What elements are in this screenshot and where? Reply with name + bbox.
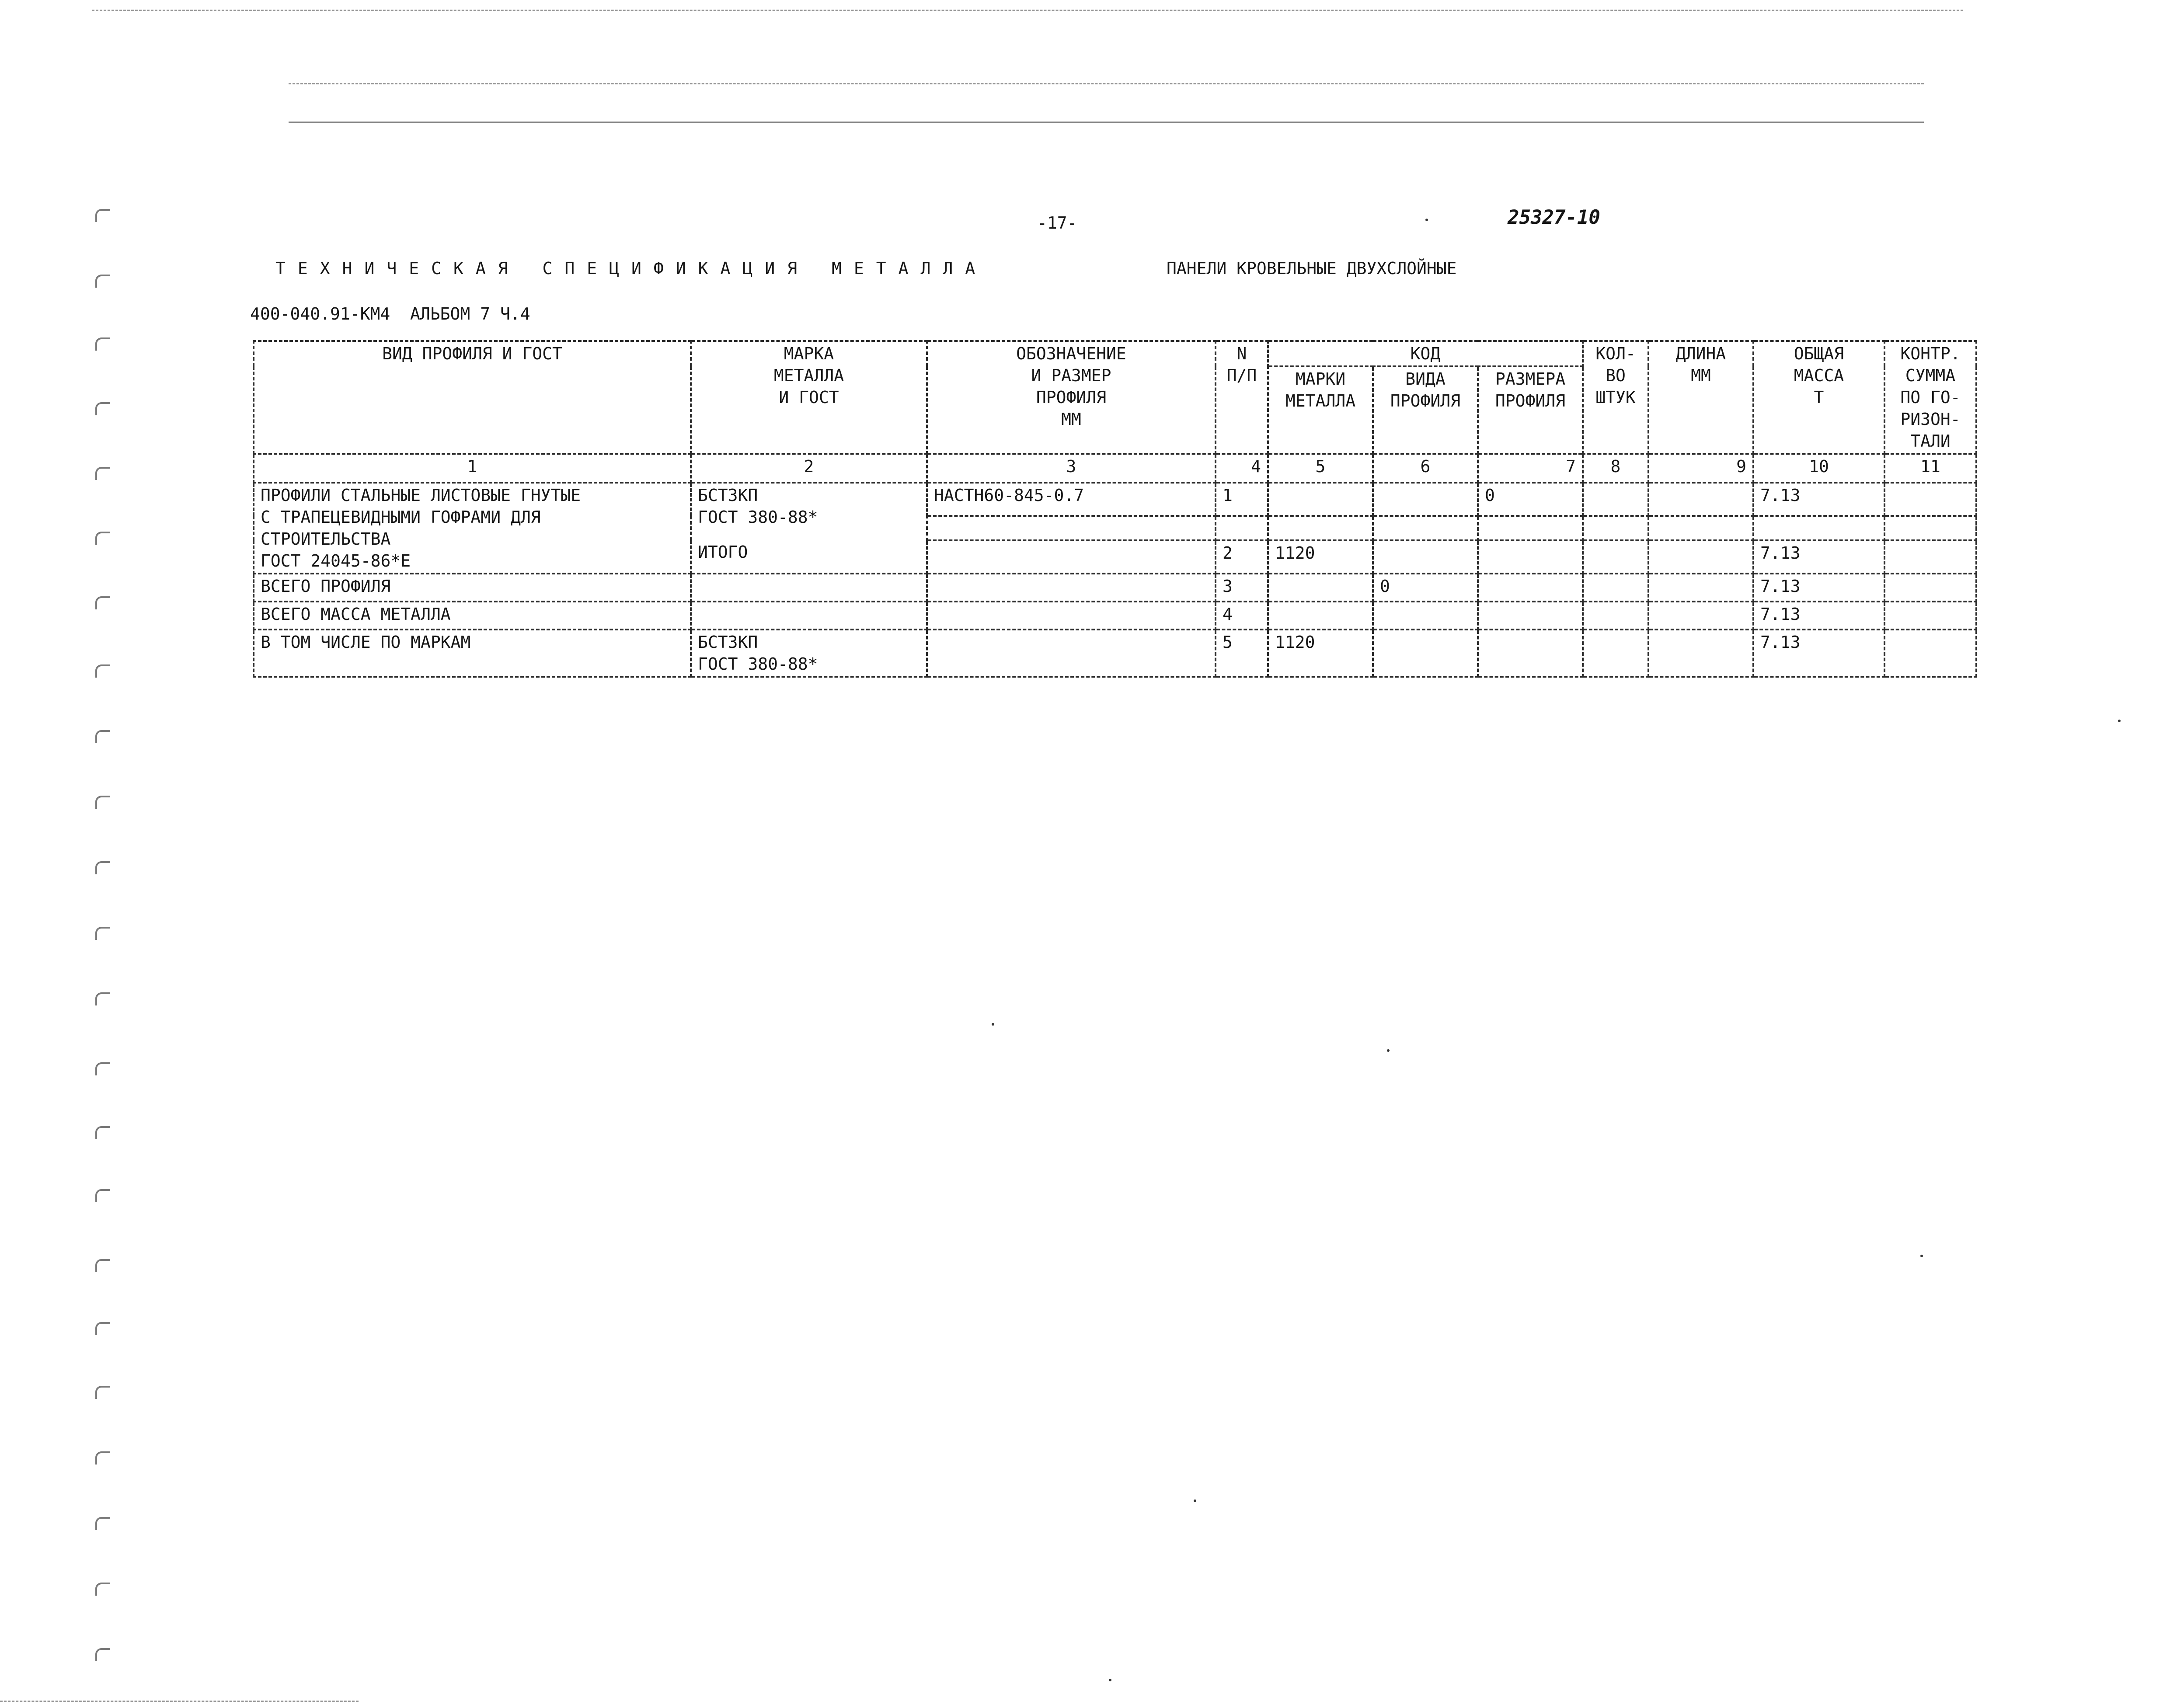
binding-hole-mark	[95, 730, 110, 743]
length-cell	[1648, 630, 1753, 677]
scan-speck	[1109, 1679, 1111, 1681]
length-cell	[1648, 574, 1753, 602]
column-number: 9	[1648, 454, 1753, 483]
column-number: 10	[1753, 454, 1884, 483]
check-sum-cell	[1884, 540, 1976, 574]
total-mass-cell: 7.13	[1753, 630, 1884, 677]
column-number: 6	[1373, 454, 1478, 483]
quantity-cell	[1583, 630, 1648, 677]
binding-hole-mark	[95, 402, 110, 415]
designation-cell	[927, 602, 1216, 630]
binding-hole-mark	[95, 1386, 110, 1399]
designation-cell: НАСТН60-845-0.7	[927, 483, 1216, 516]
binding-hole-mark	[95, 467, 110, 480]
header-code-profile-size: РАЗМЕРА ПРОФИЛЯ	[1478, 366, 1583, 454]
header-designation: ОБОЗНАЧЕНИЕ И РАЗМЕР ПРОФИЛЯ ММ	[927, 341, 1216, 454]
table-row	[254, 630, 1976, 677]
total-mass-cell: 7.13	[1753, 483, 1884, 516]
table-row	[254, 483, 1976, 516]
code-steel-cell	[1268, 574, 1373, 602]
row-number-cell: 4	[1216, 602, 1268, 630]
spec-subtitle: ПАНЕЛИ КРОВЕЛЬНЫЕ ДВУХСЛОЙНЫЕ	[1167, 259, 1457, 278]
steel-grade-cell: ИТОГО	[691, 540, 927, 574]
designation-cell	[927, 630, 1216, 677]
column-number: 2	[691, 454, 927, 483]
header-code-profile-type: ВИДА ПРОФИЛЯ	[1373, 366, 1478, 454]
quantity-cell	[1583, 574, 1648, 602]
scan-edge-line	[0, 1701, 359, 1702]
scan-speck	[1425, 219, 1428, 221]
spec-title: ТЕХНИЧЕСКАЯ СПЕЦИФИКАЦИЯ МЕТАЛЛА	[275, 259, 988, 278]
binding-hole-mark	[95, 927, 110, 940]
code-steel-cell	[1268, 602, 1373, 630]
empty-cell	[1216, 516, 1268, 541]
empty-cell	[1583, 516, 1648, 541]
steel-grade-cell	[691, 602, 927, 630]
steel-grade-cell: БСТ3КП ГОСТ 380-88*	[691, 630, 927, 677]
header-total-mass: ОБЩАЯ МАССА Т	[1753, 341, 1884, 454]
code-profile-size-cell: 0	[1478, 483, 1583, 516]
code-profile-type-cell: 0	[1373, 574, 1478, 602]
empty-cell	[927, 516, 1216, 541]
designation-cell	[927, 540, 1216, 574]
scan-speck	[1387, 1049, 1390, 1052]
empty-cell	[1268, 516, 1373, 541]
scan-edge-line	[92, 10, 1963, 11]
quantity-cell	[1583, 540, 1648, 574]
column-number: 3	[927, 454, 1216, 483]
scan-speck	[1920, 1255, 1923, 1257]
scan-speck	[1194, 1499, 1196, 1502]
quantity-cell	[1583, 602, 1648, 630]
document-number: 25327-10	[1508, 206, 1600, 229]
total-mass-cell: 7.13	[1753, 574, 1884, 602]
profile-type-cell: ПРОФИЛИ СТАЛЬНЫЕ ЛИСТОВЫЕ ГНУТЫЕ С ТРАПЕЦЕВИДНЫМИ ГОФРАМИ ДЛЯ СТРОИТЕЛЬСТВА ГОСТ 24045-86*Е	[254, 483, 691, 574]
binding-hole-mark	[95, 1189, 110, 1202]
row-number-cell: 3	[1216, 574, 1268, 602]
profile-type-cell: ВСЕГО МАССА МЕТАЛЛА	[254, 602, 691, 630]
header-steel-grade: МАРКА МЕТАЛЛА И ГОСТ	[691, 341, 927, 454]
scan-edge-line	[289, 122, 1924, 123]
header-quantity: КОЛ- ВО ШТУК	[1583, 341, 1648, 454]
binding-hole-mark	[95, 796, 110, 809]
column-number: 1	[254, 454, 691, 483]
binding-hole-mark	[95, 1126, 110, 1139]
page-number: -17-	[1037, 213, 1077, 233]
scan-speck	[2118, 720, 2121, 722]
scan-speck	[992, 1023, 994, 1026]
code-steel-cell	[1268, 483, 1373, 516]
length-cell	[1648, 540, 1753, 574]
row-number-cell: 1	[1216, 483, 1268, 516]
album-reference: 400-040.91-КМ4 АЛЬБОМ 7 Ч.4	[250, 304, 530, 324]
column-number: 5	[1268, 454, 1373, 483]
check-sum-cell	[1884, 574, 1976, 602]
table-row	[254, 602, 1976, 630]
header-length: ДЛИНА ММ	[1648, 341, 1753, 454]
header-code-steel: МАРКИ МЕТАЛЛА	[1268, 366, 1373, 454]
total-mass-cell: 7.13	[1753, 540, 1884, 574]
empty-cell	[1478, 516, 1583, 541]
code-profile-size-cell	[1478, 574, 1583, 602]
code-profile-size-cell	[1478, 540, 1583, 574]
code-profile-size-cell	[1478, 602, 1583, 630]
metal-spec-table	[253, 340, 1977, 678]
binding-hole-mark	[95, 1259, 110, 1272]
code-profile-type-cell	[1373, 540, 1478, 574]
header-check-sum: КОНТР. СУММА ПО ГО- РИЗОН- ТАЛИ	[1884, 341, 1976, 454]
code-steel-cell: 1120	[1268, 540, 1373, 574]
empty-cell	[1753, 516, 1884, 541]
binding-hole-mark	[95, 275, 110, 288]
binding-hole-mark	[95, 1322, 110, 1335]
binding-hole-mark	[95, 1648, 110, 1661]
table-header-row	[254, 341, 1976, 366]
header-code: КОД	[1268, 341, 1583, 366]
table-row	[254, 574, 1976, 602]
length-cell	[1648, 602, 1753, 630]
row-number-cell: 2	[1216, 540, 1268, 574]
binding-hole-mark	[95, 1062, 110, 1075]
binding-hole-mark	[95, 1583, 110, 1596]
column-number: 7	[1478, 454, 1583, 483]
empty-cell	[1648, 516, 1753, 541]
column-number: 8	[1583, 454, 1648, 483]
steel-grade-cell: БСТ3КП ГОСТ 380-88*	[691, 483, 927, 540]
quantity-cell	[1583, 483, 1648, 516]
total-mass-cell: 7.13	[1753, 602, 1884, 630]
profile-type-cell: ВСЕГО ПРОФИЛЯ	[254, 574, 691, 602]
binding-hole-mark	[95, 664, 110, 678]
header-row-number: N П/П	[1216, 341, 1268, 454]
binding-hole-mark	[95, 992, 110, 1005]
binding-hole-mark	[95, 1517, 110, 1530]
binding-hole-mark	[95, 1451, 110, 1464]
check-sum-cell	[1884, 483, 1976, 516]
binding-hole-mark	[95, 596, 110, 609]
column-number-row	[254, 454, 1976, 483]
steel-grade-cell	[691, 574, 927, 602]
header-profile-type: ВИД ПРОФИЛЯ И ГОСТ	[254, 341, 691, 454]
check-sum-cell	[1884, 630, 1976, 677]
length-cell	[1648, 483, 1753, 516]
check-sum-cell	[1884, 602, 1976, 630]
row-number-cell: 5	[1216, 630, 1268, 677]
code-profile-type-cell	[1373, 483, 1478, 516]
empty-cell	[1373, 516, 1478, 541]
scan-edge-line	[289, 83, 1924, 84]
code-profile-size-cell	[1478, 630, 1583, 677]
code-steel-cell: 1120	[1268, 630, 1373, 677]
code-profile-type-cell	[1373, 630, 1478, 677]
column-number: 4	[1216, 454, 1268, 483]
profile-type-cell: В ТОМ ЧИСЛЕ ПО МАРКАМ	[254, 630, 691, 677]
binding-hole-mark	[95, 861, 110, 874]
binding-hole-mark	[95, 337, 110, 351]
binding-hole-mark	[95, 209, 110, 222]
code-profile-type-cell	[1373, 602, 1478, 630]
column-number: 11	[1884, 454, 1976, 483]
empty-cell	[1884, 516, 1976, 541]
designation-cell	[927, 574, 1216, 602]
binding-hole-mark	[95, 532, 110, 545]
